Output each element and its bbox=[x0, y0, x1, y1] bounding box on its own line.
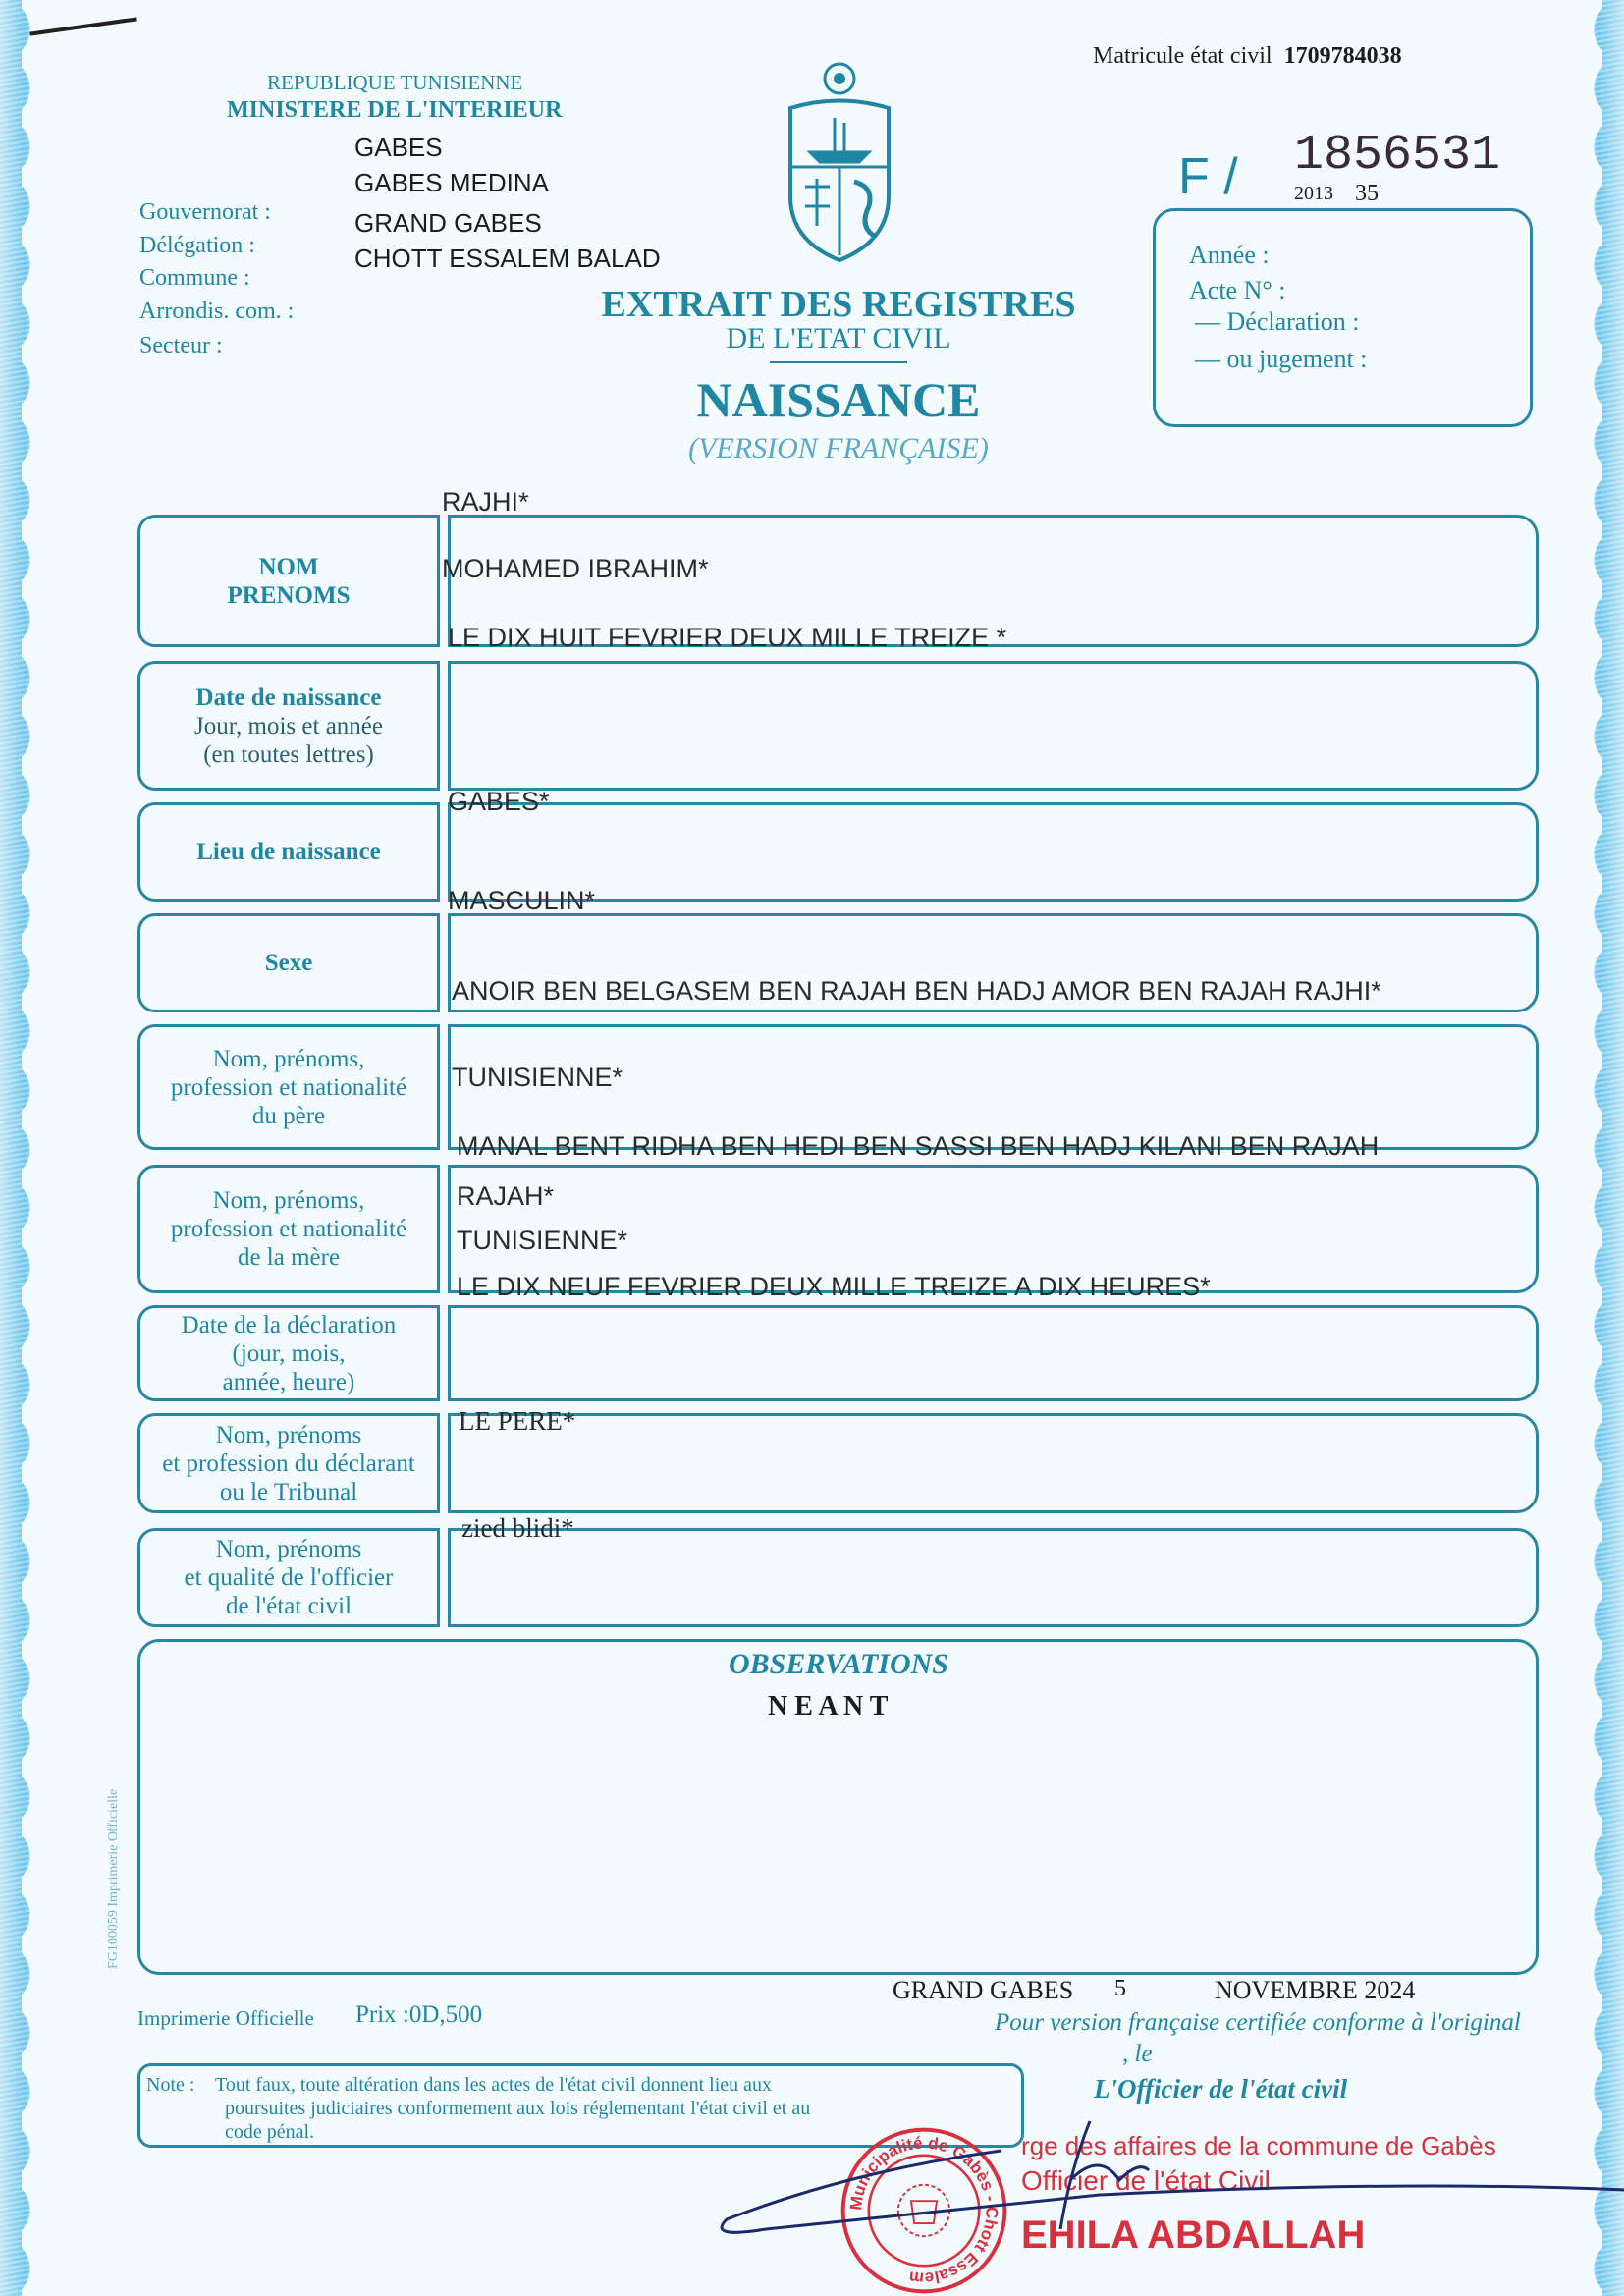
row-label-officier bbox=[137, 1528, 440, 1627]
row-label-line: ou le Tribunal bbox=[219, 1478, 358, 1505]
matricule-value: 1709784038 bbox=[1283, 43, 1402, 69]
row-value-box-officier bbox=[448, 1528, 1539, 1627]
act-label: Acte N° : bbox=[1189, 276, 1286, 304]
value-nom: RAJHI* bbox=[442, 487, 529, 517]
republic-label: REPUBLIQUE TUNISIENNE bbox=[267, 71, 523, 94]
certified-label: Pour version française certifiée conforme à l'original bbox=[995, 2009, 1521, 2036]
row-label-declarant bbox=[137, 1413, 440, 1513]
commune-value: GRAND GABES bbox=[354, 208, 542, 238]
row-label-line: Nom, prénoms, bbox=[212, 1187, 365, 1214]
value-prenoms: MOHAMED IBRAHIM* bbox=[442, 554, 709, 583]
row-label-line: Nom, prénoms bbox=[215, 1421, 362, 1449]
row-value-box-date-declaration bbox=[448, 1305, 1539, 1401]
note-line: Tout faux, toute altération dans les actes de l'état civil donnent lieu aux bbox=[215, 2074, 773, 2096]
signature bbox=[707, 2111, 1624, 2239]
printer-label: Imprimerie Officielle bbox=[137, 2006, 314, 2030]
row-value-box-date-naissance bbox=[448, 661, 1539, 791]
ministry-label: MINISTERE DE L'INTERIEUR bbox=[227, 97, 563, 123]
note-line: poursuites judiciaires conformement aux lois réglementant l'état civil et au bbox=[225, 2098, 811, 2119]
seal-text: Municipalité de Gabès - Chott Essalem bbox=[846, 2133, 1001, 2288]
row-label-pere bbox=[137, 1024, 440, 1150]
value-date-naissance: LE DIX HUIT FEVRIER DEUX MILLE TREIZE * bbox=[448, 623, 1007, 652]
row-label-line: et profession du déclarant bbox=[162, 1449, 415, 1477]
row-label-date-declaration bbox=[137, 1305, 440, 1401]
value-date-declaration: LE DIX NEUF FEVRIER DEUX MILLE TREIZE A DIX HEURES* bbox=[457, 1272, 1211, 1301]
value-pere-nom: ANOIR BEN BELGASEM BEN RAJAH BEN HADJ AMOR BEN RAJAH RAJHI* bbox=[452, 976, 1381, 1006]
row-label-line: année, heure) bbox=[222, 1368, 355, 1395]
row-label-line: de l'état civil bbox=[225, 1593, 352, 1619]
row-label-line: (en toutes lettres) bbox=[203, 740, 374, 768]
le-label: , le bbox=[1122, 2041, 1153, 2067]
title-etat-civil: DE L'ETAT CIVIL bbox=[726, 322, 951, 355]
row-value-box-lieu-naissance bbox=[448, 802, 1539, 902]
row-label-nom-prenoms bbox=[137, 515, 440, 647]
row-label-lieu-naissance bbox=[137, 802, 440, 902]
stamp-name: EHILA ABDALLAH bbox=[1021, 2214, 1366, 2257]
row-label-line: du père bbox=[251, 1102, 326, 1129]
value-mere-nom-cont: RAJAH* bbox=[457, 1181, 555, 1211]
value-officier: zied blidi* bbox=[461, 1513, 574, 1543]
price-label: Prix :0D,500 bbox=[355, 2001, 483, 2028]
title-divider bbox=[770, 361, 907, 363]
observations-label: OBSERVATIONS bbox=[729, 1648, 948, 1680]
value-lieu: GABES* bbox=[448, 787, 550, 816]
value-mere-nationalite: TUNISIENNE* bbox=[457, 1226, 628, 1255]
row-label-line: (jour, mois, bbox=[232, 1339, 346, 1367]
row-label-date-naissance bbox=[137, 661, 440, 791]
value-sexe: MASCULIN* bbox=[448, 886, 596, 915]
row-label-line: de la mère bbox=[237, 1244, 341, 1271]
row-label-mere bbox=[137, 1165, 440, 1293]
title-version: (VERSION FRANÇAISE) bbox=[688, 432, 989, 465]
title-extrait: EXTRAIT DES REGISTRES bbox=[601, 284, 1076, 325]
delegation-value: GABES MEDINA bbox=[354, 168, 549, 197]
footer-month-year: NOVEMBRE 2024 bbox=[1215, 1976, 1416, 2004]
declaration-label: — Déclaration : bbox=[1195, 307, 1360, 336]
row-label-line: NOM bbox=[258, 553, 319, 580]
row-label-line: profession et nationalité bbox=[170, 1216, 407, 1242]
stamp-line-1: rge des affaires de la commune de Gabès bbox=[1021, 2131, 1496, 2160]
footer-day: 5 bbox=[1114, 1976, 1126, 2001]
serial-number: 1856531 bbox=[1294, 128, 1501, 184]
serial-prefix: F / bbox=[1178, 148, 1238, 205]
secteur-label: Secteur : bbox=[139, 333, 223, 358]
row-label-line: Jour, mois et année bbox=[193, 712, 383, 739]
note-label: Note : bbox=[146, 2074, 195, 2096]
delegation-label: Délégation : bbox=[139, 233, 255, 258]
judgement-label: — ou jugement : bbox=[1195, 345, 1368, 373]
officer-title: L'Officier de l'état civil bbox=[1094, 2074, 1348, 2104]
row-label-line: Nom, prénoms, bbox=[212, 1045, 365, 1072]
row-label-line: Date de naissance bbox=[195, 683, 382, 711]
value-pere-nationalite: TUNISIENNE* bbox=[452, 1063, 623, 1092]
row-label-line: Sexe bbox=[264, 950, 313, 976]
value-mere-nom: MANAL BENT RIDHA BEN HEDI BEN SASSI BEN HADJ KILANI BEN RAJAH bbox=[457, 1131, 1380, 1161]
row-value-box-declarant bbox=[448, 1413, 1539, 1513]
row-label-line: PRENOMS bbox=[227, 581, 351, 609]
side-code: FG100059 Imprimerie Officielle bbox=[106, 1788, 121, 1969]
row-label-line: Nom, prénoms bbox=[215, 1536, 362, 1562]
gouvernorat-label: Gouvernorat : bbox=[139, 199, 271, 225]
matricule-label: Matricule état civil bbox=[1093, 43, 1272, 69]
value-neant: N E A N T bbox=[768, 1691, 889, 1722]
row-label-line: Lieu de naissance bbox=[196, 839, 381, 865]
value-declarant: LE PERE* bbox=[459, 1406, 576, 1436]
footer-place: GRAND GABES bbox=[893, 1976, 1074, 2004]
tunisia-coat-of-arms-icon bbox=[776, 59, 903, 270]
row-label-line: et qualité de l'officier bbox=[184, 1564, 394, 1591]
title-naissance: NAISSANCE bbox=[696, 372, 981, 427]
row-label-sexe bbox=[137, 913, 440, 1012]
year-overprint: 2013 bbox=[1294, 183, 1333, 204]
arrondissement-label: Arrondis. com. : bbox=[139, 299, 295, 324]
gouvernorat-value: GABES bbox=[354, 133, 443, 162]
arrondissement-value: CHOTT ESSALEM BALAD bbox=[354, 244, 661, 273]
row-label-line: profession et nationalité bbox=[170, 1073, 407, 1101]
note-line: code pénal. bbox=[225, 2121, 315, 2143]
commune-label: Commune : bbox=[139, 265, 250, 291]
observations-box bbox=[137, 1639, 1539, 1975]
row-label-line: Date de la déclaration bbox=[181, 1311, 397, 1339]
act-overprint: 35 bbox=[1355, 181, 1379, 206]
stamp-line-2: Officier de l'état Civil bbox=[1021, 2165, 1271, 2196]
year-label: Année : bbox=[1189, 241, 1270, 269]
matricule bbox=[1093, 43, 1402, 70]
